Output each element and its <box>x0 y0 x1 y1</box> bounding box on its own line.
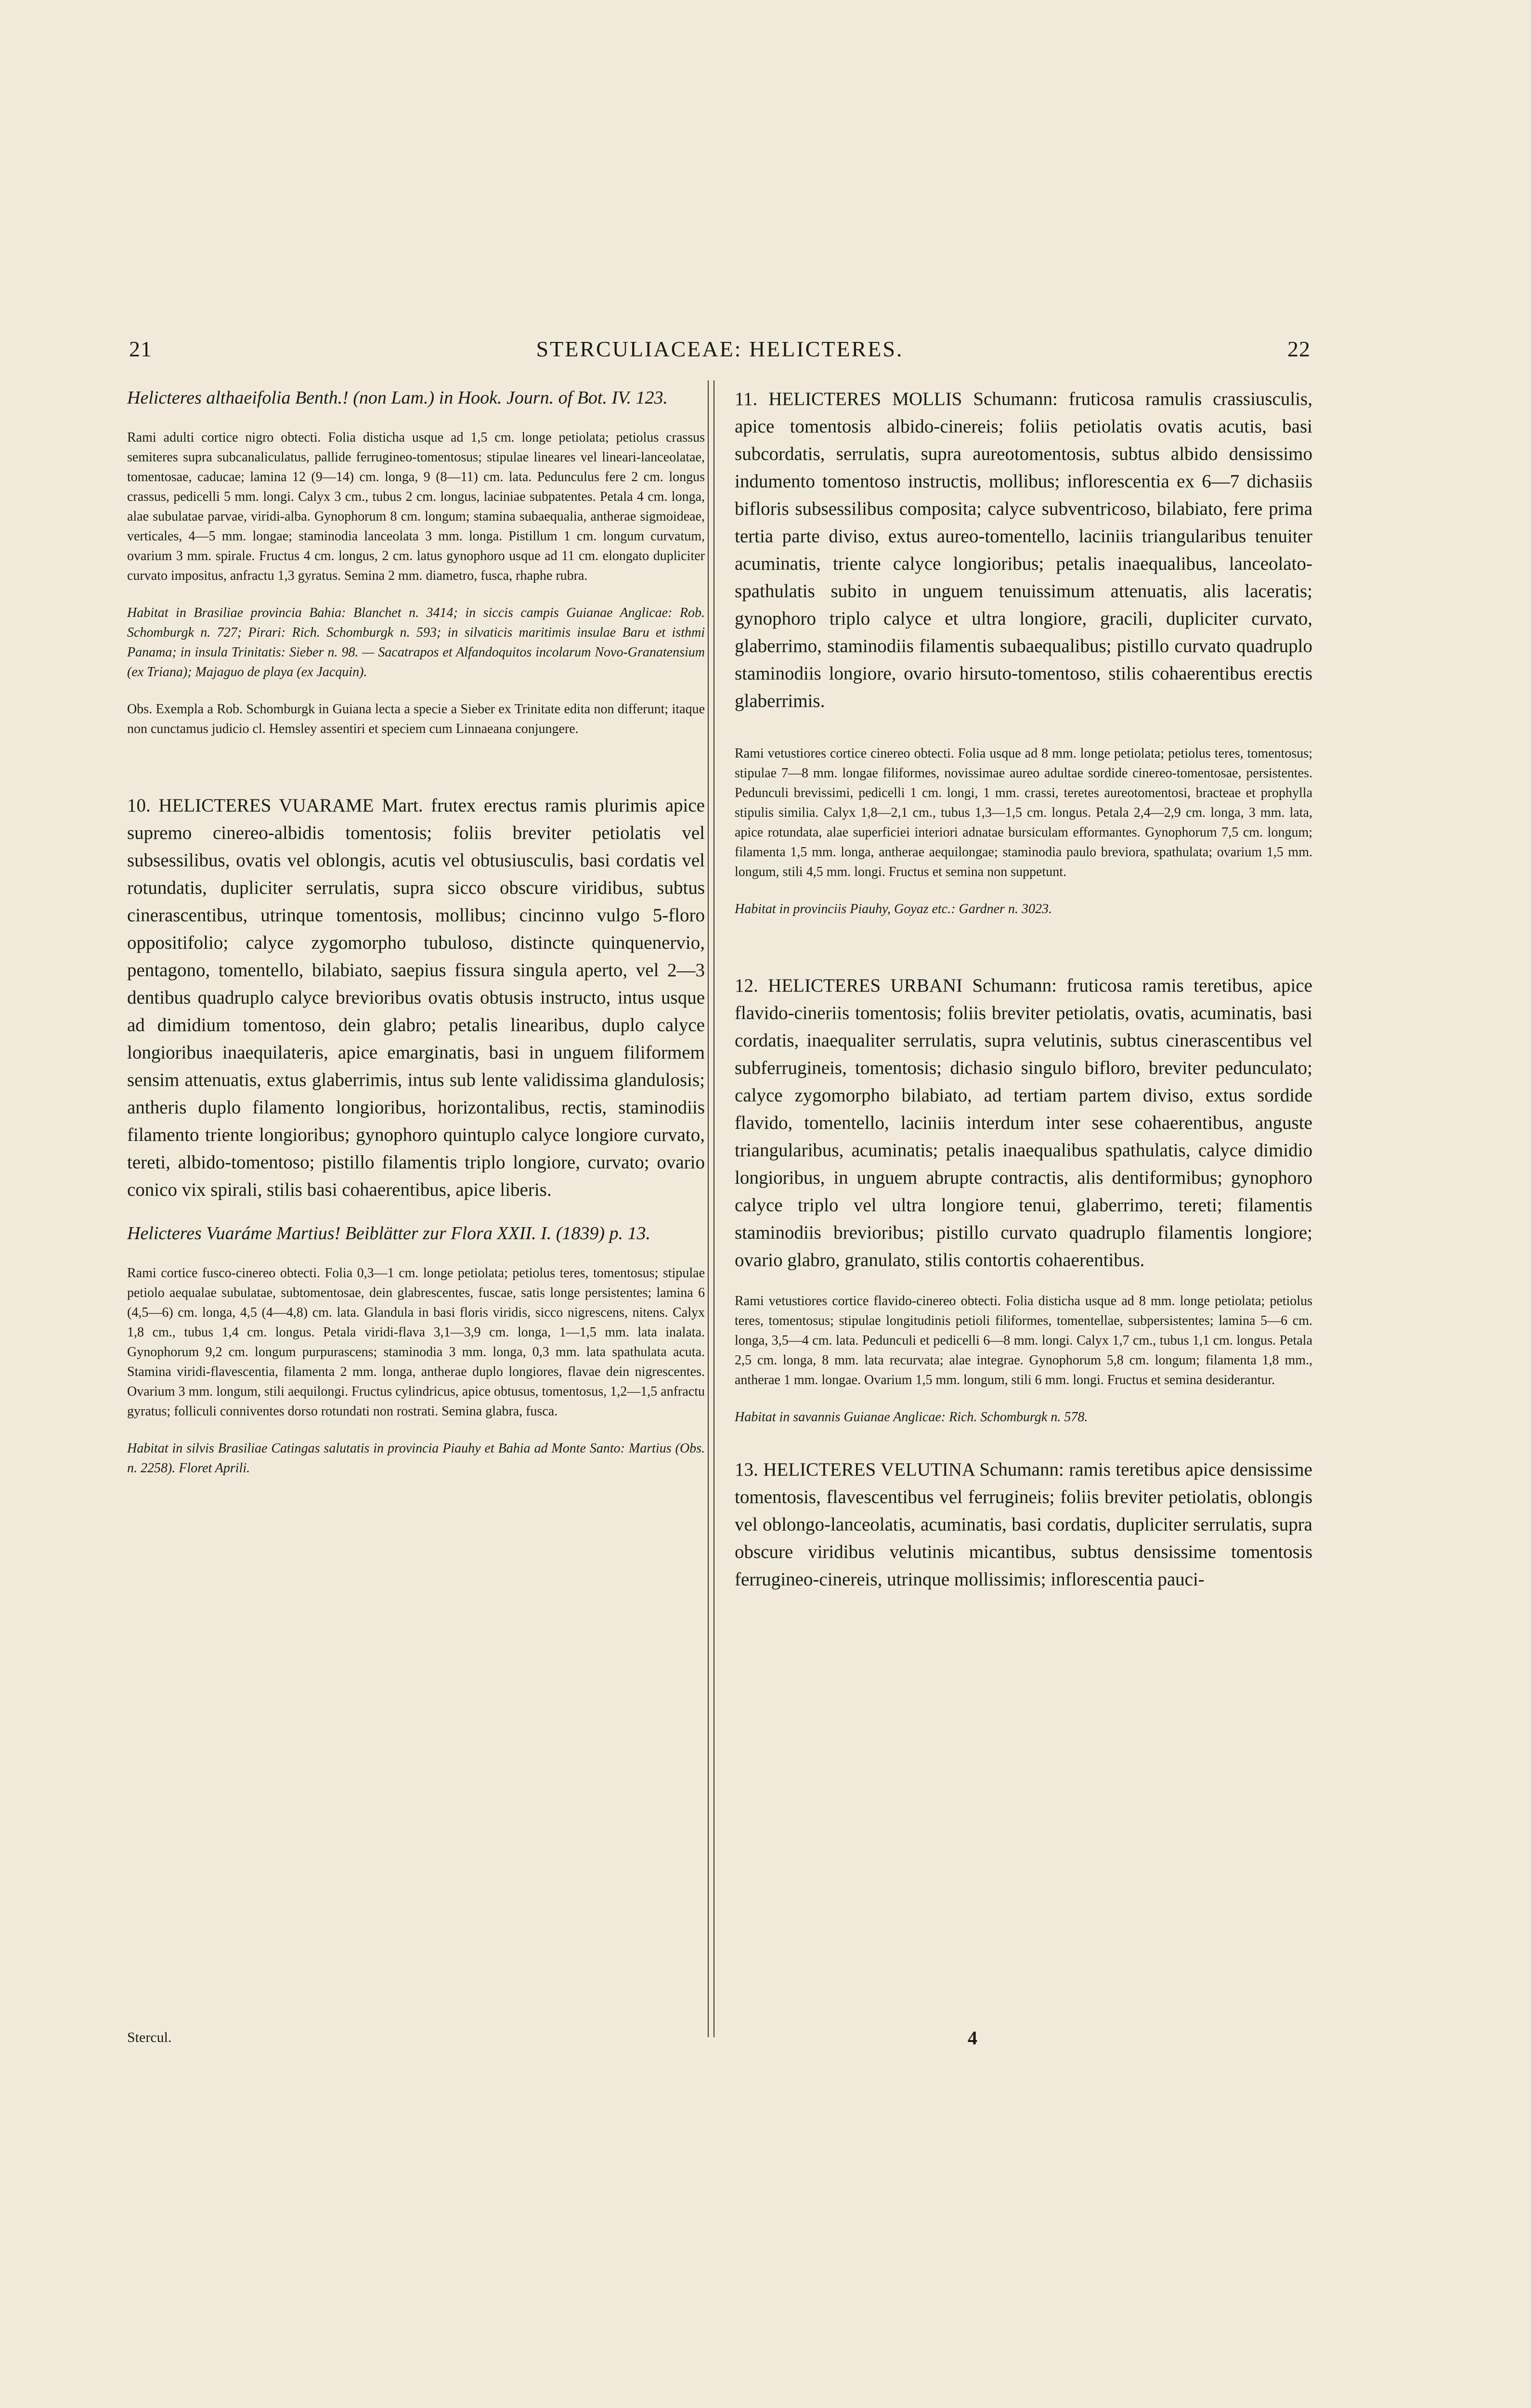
citation-vuarame: Helicteres Vuaráme Martius! Beiblätter zur Flora XXII. I. (1839) p. 13. <box>127 1223 651 1243</box>
description-mollis: Rami vetustiores cortice cinereo obtecti. Folia usque ad 8 mm. longe petiolata; petiolus teres, tomentosus; stipulae 7—8 mm. longae filiformes, novissimae aureo adultae sordide cinereo-tomentosae, persistentes. Pedunculi brevissimi, pedicelli 1 cm. longi, 1 mm. crassi, teretes aureotomentosi, bracteae et prophylla stipulis similia. Calyx 1,8—2,1 cm., tubus 1,3—1,5 cm. longus. Petala 2,4—2,9 cm. longa, 3 mm. lata, apice rotundata, alae superficiei interiori adnatae bursiculam efformantes. Gynophorum 7,5 cm. longum; filamenta 1,5 mm. longa, antherae aequilongae; staminodia paulo breviora, spathulata; ovarium 1,5 mm. longum, stili 4,5 mm. longi. Fructus et semina non suppetunt. <box>735 746 1312 879</box>
running-header <box>129 336 1310 370</box>
printer-signature: Stercul. <box>127 2029 172 2045</box>
right-column <box>735 385 1312 1593</box>
description-althaeifolia: Rami adulti cortice nigro obtecti. Folia disticha usque ad 1,5 cm. longe petiolata; petiolus crassus semiteres supra subcanaliculatus, pallide ferrugineo-tomentosus; stipulae lineares vel lineari-lanceolatae, tomentosae, caducae; lamina 12 (9—14) cm. longa, 9 (8—11) cm. lata. Pedunculus fere 2 cm. longus crassus, pedicelli 5 mm. longi. Calyx 3 cm., tubus 2 cm. longus, laciniae subpatentes. Petala 4 cm. longa, alae subulatae parvae, viridi-alba. Gynophorum 8 cm. longum; stamina subaequalia, antherae sigmoideae, verticales, 4—5 mm. longae; staminodia lanceolata 3 mm. longa. Pistillum 1 cm. longum curvatum, ovarium 3 mm. spirale. Fructus 4 cm. longus, 2 cm. latus gynophoro usque ad 11 cm. elongato dupliciter curvato impositus, anfractu 1,3 gyratus. Semina 2 mm. diametro, fusca, rhaphe rubra. <box>127 430 705 583</box>
habitat-althaeifolia: Habitat in Brasiliae provincia Bahia: Blanchet n. 3414; in siccis campis Guianae Anglicae: Rob. Schomburgk n. 727; Pirari: Rich. Schomburgk n. 593; in silvaticis maritimis insulae Baru et isthmi Panama; in insula Trinitatis: Sieber n. 98. — Sacatrapos et Alfandoquitos incolarum Novo-Granatensium (ex Triana); Majaguo de playa (ex Jacquin). <box>127 605 705 680</box>
species-11-diagnosis: 11. HELICTERES MOLLIS Schumann: fruticosa ramulis crassiusculis, apice tomentosis albido-cinereis; foliis petiolatis ovatis acutis, basi subcordatis, serrulatis, supra aureotomentosis, subtus albido densissimo indumento tomentoso instructis, mollibus; inflorescentia ex 6—7 dichasiis bifloris subsessilibus composita; calyce subventricoso, bilabiato, fere prima tertia parte diviso, extus aureo-tomentello, laciniis triangularibus tenuiter acuminatis, triente calyce longioribus; petalis inaequalibus, lanceolato-spathulatis subito in unguem tenuissimum attenuatis, alis laceratis; gynophoro triplo calyce et ultra longiore, gracili, dupliciter curvato, glaberrimo, staminodiis filamentis subaequalibus; pistillo curvato quadruplo staminodiis longiore, ovario hirsuto-tomentoso, stilis cohaerentibus erectis glaberrimis. <box>735 389 1312 711</box>
species-10-diagnosis: 10. HELICTERES VUARAME Mart. frutex erectus ramis plurimis apice supremo cinereo-albidis tomentosis; foliis breviter petiolatis vel subsessilibus, ovatis vel oblongis, acutis vel obtusiusculis, basi cordatis vel rotundatis, dupliciter serrulatis, supra sicco obscure viridibus, subtus cinerascentibus, utrinque tomentosis, mollibus; cincinno vulgo 5-floro oppositifolio; calyce zygomorpho tubuloso, distincte quinquenervio, pentagono, tomentello, bilabiato, saepius fissura singula aperto, vel 2—3 dentibus quadruplo calyce brevioribus ovatis obtusis instructo, intus usque ad dimidium tomentoso, dein glabro; petalis linearibus, duplo calyce longioribus inaequilateris, apice emarginatis, basi in unguem filiformem sensim attenuatis, extus glaberrimis, intus sub lente validissima glandulosis; antheris duplo filamento longioribus, horizontalibus, rectis, staminodiis filamento triente longioribus; gynophoro quintuplo calyce longiore curvato, tereti, albido-tomentoso; pistillo filamentis triplo longiore, curvato; ovario conico vix spirali, stilis basi cohaerentibus, apice liberis. <box>127 795 705 1200</box>
habitat-urbani: Habitat in savannis Guianae Anglicae: Rich. Schomburgk n. 578. <box>735 1410 1088 1425</box>
species-12-diagnosis: 12. HELICTERES URBANI Schumann: fruticosa ramis teretibus, apice flavido-cineriis tomentosis; foliis breviter petiolatis, ovatis, acuminatis, basi cordatis, inaequaliter serrulatis, supra velutinis, subtus cinerascentibus vel subferrugineis, tomentosis; dichasio singulo bifloro, breviter pedunculato; calyce zygomorpho bilabiato, ad tertiam partem diviso, extus sordide flavido, tomentello, laciniis interdum inter sese cohaerentibus, anguste triangularibus, acuminatis; petalis inaequalibus spathulatis, calyce dimidio longioribus, in unguem abrupte contractis, alis dentiformibus; gynophoro calyce triplo vel ultra longiore tenui, glaberrimo, tereti; filamentis staminodiis brevioribus; pistillo curvato quadruplo filamentis longiore; ovario glabro, granulato, stilis contortis cohaerentibus. <box>735 975 1312 1270</box>
left-column <box>127 385 705 1478</box>
observation-note: Obs. Exempla a Rob. Schomburgk in Guiana lecta a specie a Sieber ex Trinitate edita non differunt; itaque non cunctamus judicio cl. Hemsley assentiri et speciem cum Linnaeana conjungere. <box>127 702 705 736</box>
description-vuarame: Rami cortice fusco-cinereo obtecti. Folia 0,3—1 cm. longe petiolata; petiolus teres, tomentosus; stipulae petiolo aequalae subulatae, subtomentosae, dein glabrescentes, fuscae, satis longe persistentes; lamina 6 (4,5—6) cm. longa, 4,5 (4—4,8) cm. lata. Glandula in basi floris viridis, sicco nigrescens, nitens. Calyx 1,8 cm., tubus 1,4 cm. longus. Petala viridi-flava 3,1—3,9 cm. longa, 1—1,5 mm. lata inalata. Gynophorum 9,2 cm. longum purpurascens; staminodia 3 mm. longa, 0,3 mm. lata spathulata acuta. Stamina viridi-flavescentia, filamenta 2 mm. longa, antherae duplo longiores, flavae dein nigrescentes. Ovarium 3 mm. longum, stili aequilongi. Fructus cylindricus, apice obtusus, tomentosus, 1,2—1,5 anfractu gyratus; folliculi conniventes dorso rotundati non rostrati. Semina glabra, fusca. <box>127 1266 705 1419</box>
habitat-mollis: Habitat in provinciis Piauhy, Goyaz etc.: Gardner n. 3023. <box>735 902 1052 916</box>
running-title: STERCULIACEAE: HELICTERES. <box>536 337 904 361</box>
species-13-diagnosis: 13. HELICTERES VELUTINA Schumann: ramis teretibus apice densissime tomentosis, flavescentibus vel ferrugineis; foliis breviter petiolatis, oblongis vel oblongo-lanceolatis, acuminatis, basi cordatis, dupliciter serrulatis, supra obscure viridibus velutinis micantibus, subtus densissime tomentosis ferrugineo-cinereis, utrinque mollissimis; inflorescentia pauci- <box>735 1459 1312 1590</box>
sheet-number: 4 <box>968 2027 977 2049</box>
habitat-vuarame: Habitat in silvis Brasiliae Catingas salutatis in provincia Piauhy et Bahia ad Monte Santo: Martius (Obs. n. 2258). Floret Aprili. <box>127 1441 705 1476</box>
description-urbani: Rami vetustiores cortice flavido-cinereo obtecti. Folia disticha usque ad 8 mm. longe petiolata; petiolus teres, tomentosus; stipulae longitudinis petioli filiformes, tomentellae, subpersistentes; lamina 5—6 cm. longa, 3,5—4 cm. lata. Pedunculi et pedicelli 6—8 mm. longi. Calyx 1,7 cm., tubus 1,1 cm. longus. Petala 2,5 cm. longa, 8 mm. lata recurvata; alae integrae. Gynophorum 5,8 cm. longum; filamenta 1,8 mm., antherae 1 mm. longae. Ovarium 1,5 mm. longum, stili 6 mm. longi. Fructus et semina desiderantur. <box>735 1294 1312 1387</box>
page-number-left: 21 <box>129 337 152 361</box>
column-divider <box>708 380 714 2037</box>
page-number-right: 22 <box>1287 337 1310 361</box>
citation-althaeifolia: Helicteres althaeifolia Benth.! (non Lam.) in Hook. Journ. of Bot. IV. 123. <box>127 388 668 408</box>
